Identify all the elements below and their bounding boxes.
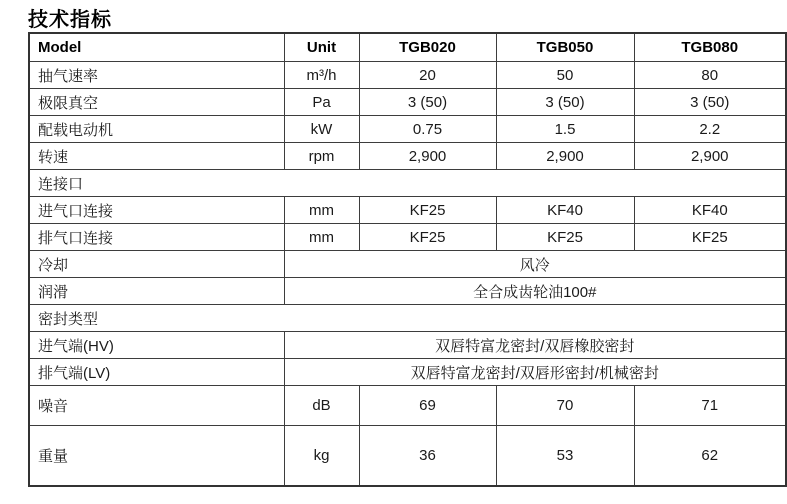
cell-value: KF25 bbox=[496, 224, 634, 251]
cell-value: 80 bbox=[634, 62, 786, 89]
cell-value: KF25 bbox=[359, 197, 496, 224]
cell-value: 2,900 bbox=[359, 143, 496, 170]
merged-value: 双唇特富龙密封/双唇形密封/机械密封 bbox=[284, 359, 786, 386]
cell-value: 69 bbox=[359, 386, 496, 426]
cell-value: 53 bbox=[496, 426, 634, 487]
table-row-outlet-seal-lv bbox=[29, 359, 786, 386]
row-label: 润滑 bbox=[29, 278, 284, 305]
table-row-ultimate-vacuum bbox=[29, 89, 786, 116]
row-label: 排气端(LV) bbox=[29, 359, 284, 386]
table-header-row bbox=[29, 33, 786, 62]
cell-value: 36 bbox=[359, 426, 496, 487]
row-label: 进气口连接 bbox=[29, 197, 284, 224]
table-row-inlet-connection bbox=[29, 197, 786, 224]
row-label: 进气端(HV) bbox=[29, 332, 284, 359]
cell-value: KF25 bbox=[634, 224, 786, 251]
row-unit: kW bbox=[284, 116, 359, 143]
row-label: 重量 bbox=[29, 426, 284, 487]
page-title: 技术指标 bbox=[28, 9, 112, 31]
section-label: 密封类型 bbox=[29, 305, 786, 332]
row-label: 噪音 bbox=[29, 386, 284, 426]
row-unit: rpm bbox=[284, 143, 359, 170]
merged-value: 双唇特富龙密封/双唇橡胶密封 bbox=[284, 332, 786, 359]
table-row-motor-power bbox=[29, 116, 786, 143]
cell-value: 50 bbox=[496, 62, 634, 89]
cell-value: 2,900 bbox=[496, 143, 634, 170]
cell-value: 2.2 bbox=[634, 116, 786, 143]
cell-value: 1.5 bbox=[496, 116, 634, 143]
row-unit: m³/h bbox=[284, 62, 359, 89]
section-label: 连接口 bbox=[29, 170, 786, 197]
row-label: 转速 bbox=[29, 143, 284, 170]
row-unit: mm bbox=[284, 197, 359, 224]
row-unit: dB bbox=[284, 386, 359, 426]
table-row-cooling bbox=[29, 251, 786, 278]
merged-value: 全合成齿轮油100# bbox=[284, 278, 786, 305]
merged-value: 风冷 bbox=[284, 251, 786, 278]
table-row-lubrication bbox=[29, 278, 786, 305]
cell-value: KF25 bbox=[359, 224, 496, 251]
table-row-outlet-connection bbox=[29, 224, 786, 251]
column-header-unit: Unit bbox=[284, 33, 359, 62]
row-label: 排气口连接 bbox=[29, 224, 284, 251]
cell-value: 3 (50) bbox=[634, 89, 786, 116]
table-section-connections bbox=[29, 170, 786, 197]
table-section-seal-type bbox=[29, 305, 786, 332]
column-header-tgb050: TGB050 bbox=[496, 33, 634, 62]
row-unit: Pa bbox=[284, 89, 359, 116]
cell-value: 3 (50) bbox=[359, 89, 496, 116]
table-row-weight bbox=[29, 426, 786, 487]
cell-value: 3 (50) bbox=[496, 89, 634, 116]
row-label: 抽气速率 bbox=[29, 62, 284, 89]
cell-value: 0.75 bbox=[359, 116, 496, 143]
row-label: 配载电动机 bbox=[29, 116, 284, 143]
cell-value: KF40 bbox=[496, 197, 634, 224]
cell-value: KF40 bbox=[634, 197, 786, 224]
cell-value: 62 bbox=[634, 426, 786, 487]
column-header-model: Model bbox=[29, 33, 284, 62]
spec-table bbox=[28, 32, 787, 487]
row-unit: kg bbox=[284, 426, 359, 487]
cell-value: 20 bbox=[359, 62, 496, 89]
table-row-pumping-speed bbox=[29, 62, 786, 89]
cell-value: 2,900 bbox=[634, 143, 786, 170]
table-row-noise bbox=[29, 386, 786, 426]
row-label: 冷却 bbox=[29, 251, 284, 278]
table-row-rotation-speed bbox=[29, 143, 786, 170]
table-row-inlet-seal-hv bbox=[29, 332, 786, 359]
column-header-tgb080: TGB080 bbox=[634, 33, 786, 62]
cell-value: 70 bbox=[496, 386, 634, 426]
column-header-tgb020: TGB020 bbox=[359, 33, 496, 62]
row-label: 极限真空 bbox=[29, 89, 284, 116]
row-unit: mm bbox=[284, 224, 359, 251]
cell-value: 71 bbox=[634, 386, 786, 426]
